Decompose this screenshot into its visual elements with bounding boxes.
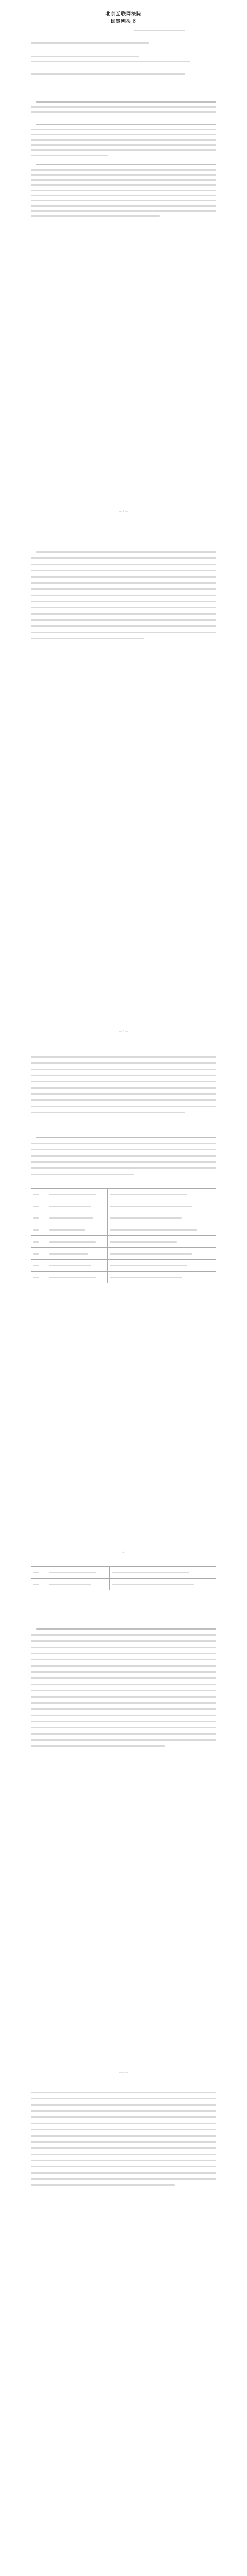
defendant-defense — [36, 164, 216, 165]
page-3 — [0, 1041, 247, 1562]
evidence-table — [31, 1188, 216, 1283]
case-number — [134, 30, 185, 31]
table-row — [31, 1260, 216, 1272]
page-number: — 1 — — [119, 510, 128, 513]
table-row — [31, 1200, 216, 1212]
court-name: 北京互联网法院 — [105, 12, 142, 17]
page-2 — [0, 520, 247, 1041]
table-row — [31, 1212, 216, 1224]
party-info — [31, 61, 190, 62]
table-row — [31, 1224, 216, 1236]
party-agent — [31, 73, 185, 75]
plaintiff-claims — [36, 124, 216, 125]
case-intro-text — [36, 101, 216, 103]
page-number: — 3 — — [119, 1551, 128, 1554]
page-5 — [0, 2081, 247, 2576]
document-type: 民事判决书 — [110, 19, 136, 24]
evidence-table-continued — [31, 1566, 216, 1590]
table-row — [31, 1236, 216, 1248]
party-defendant — [31, 56, 139, 57]
table-row — [31, 1567, 216, 1579]
table-row — [31, 1189, 216, 1200]
page-1 — [0, 0, 247, 521]
party-plaintiff — [31, 42, 149, 44]
table-row — [31, 1579, 216, 1590]
table-row — [31, 1272, 216, 1283]
page-number: — 4 — — [119, 2071, 128, 2074]
page-number: — 2 — — [119, 1030, 128, 1033]
page-4 — [0, 1561, 247, 2082]
table-row — [31, 1248, 216, 1260]
